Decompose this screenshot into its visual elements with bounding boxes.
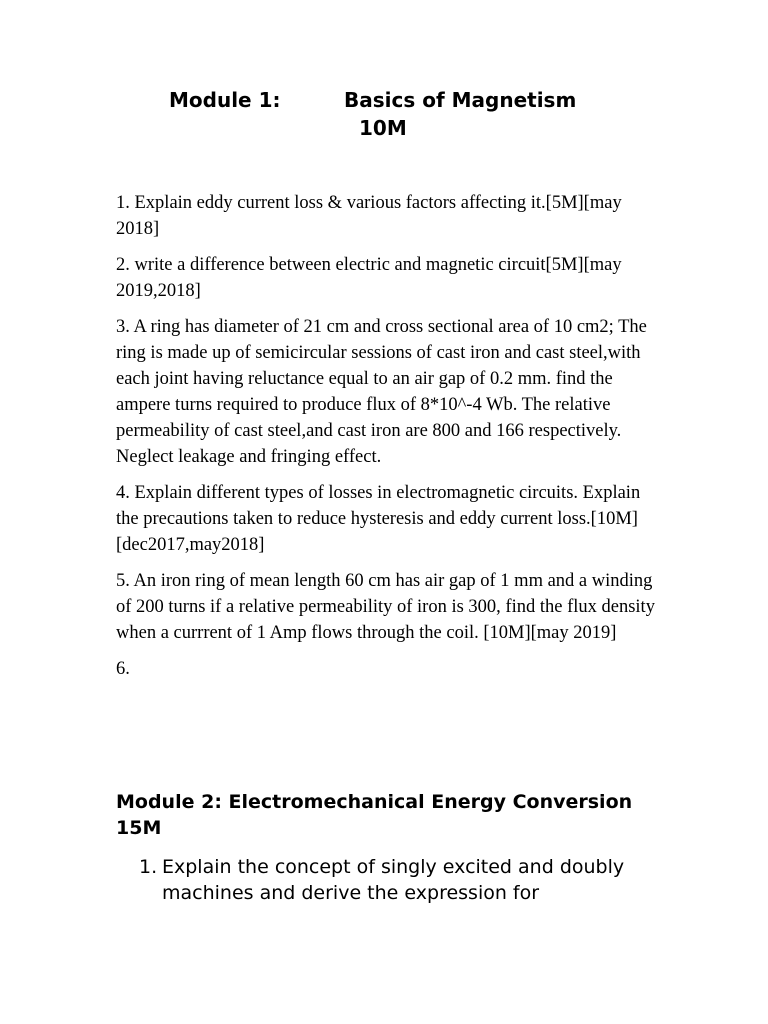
question-5: 5. An iron ring of mean length 60 cm has air gap of 1 mm and a winding of 200 turns if a relative permeability of iron is 300, find the flux density when a currrent of 1 Amp flows through the coil. [10M][may 2019] (116, 571, 655, 643)
module1-marks: 10M (359, 116, 407, 140)
module1-label: Module 1: (169, 88, 281, 112)
module2-question-list (116, 854, 676, 906)
question-4: 4. Explain different types of losses in electromagnetic circuits. Explain the precautions taken to reduce hysteresis and eddy current loss.[10M][dec2017,may2018] (116, 483, 641, 555)
module1-question-list (116, 190, 661, 692)
list-item-number: 1. (139, 856, 158, 878)
question-3: 3. A ring has diameter of 21 cm and cross sectional area of 10 cm2; The ring is made up of semicircular sessions of cast iron and cast steel,with each joint having reluctance equal to an air gap of 0.2 mm. find the ampere turns required to produce flux of 8*10^-4 Wb. The relative permeability of cast steel,and cast iron are 800 and 166 respectively. Neglect leakage and fringing effect. (116, 317, 647, 467)
question-1: 1. Explain eddy current loss & various factors affecting it.[5M][may 2018] (116, 193, 622, 239)
module1-topic: Basics of Magnetism (344, 88, 577, 112)
list-item (116, 854, 676, 906)
list-item-text: Explain the concept of singly excited and doubly machines and derive the expression for (162, 856, 625, 904)
module1-heading (0, 86, 768, 140)
module2-heading: Module 2: Electromechanical Energy Conversion 15M (116, 791, 633, 839)
question-6: 6. (116, 659, 130, 679)
question-2: 2. write a difference between electric and magnetic circuit[5M][may 2019,2018] (116, 255, 622, 301)
